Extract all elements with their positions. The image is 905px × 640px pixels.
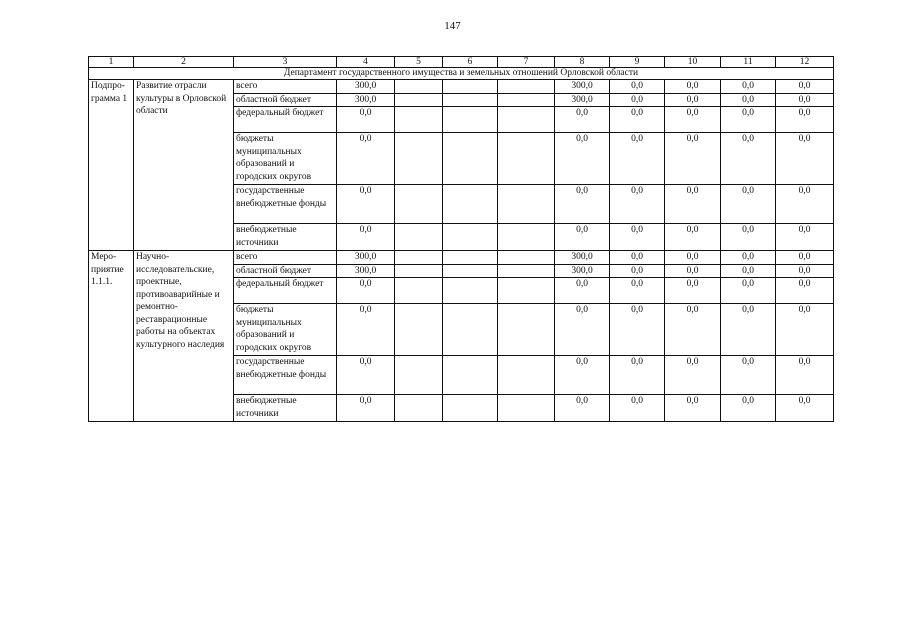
value-cell-c12: 0,0 bbox=[776, 80, 834, 94]
value-cell-c6 bbox=[443, 264, 498, 278]
value-cell-c6 bbox=[443, 356, 498, 395]
value-cell-c11: 0,0 bbox=[721, 356, 776, 395]
value-cell-c5 bbox=[395, 133, 443, 185]
program-name: Научно-исследовательские, проектные, противоаварийные и ремонтно-реставрационные работы на объектах культурного наследия bbox=[134, 251, 234, 422]
funding-source: федеральный бюджет bbox=[234, 278, 337, 304]
value-cell-c11: 0,0 bbox=[721, 185, 776, 224]
value-cell-c8: 300,0 bbox=[555, 251, 610, 265]
value-cell-c7 bbox=[498, 304, 555, 356]
column-header: 3 bbox=[234, 57, 337, 68]
value-cell-c11: 0,0 bbox=[721, 251, 776, 265]
value-cell-c10: 0,0 bbox=[665, 93, 721, 107]
value-cell-c10: 0,0 bbox=[665, 251, 721, 265]
value-cell-c8: 0,0 bbox=[555, 107, 610, 133]
value-cell-c5 bbox=[395, 264, 443, 278]
funding-source: внебюджетные источники bbox=[234, 224, 337, 251]
value-cell-c7 bbox=[498, 251, 555, 265]
value-cell-c4: 0,0 bbox=[337, 224, 395, 251]
value-cell-c6 bbox=[443, 93, 498, 107]
funding-source: всего bbox=[234, 80, 337, 94]
funding-source: государственные внебюджетные фонды bbox=[234, 185, 337, 224]
column-header: 5 bbox=[395, 57, 443, 68]
program-name: Развитие отрасли культуры в Орловской области bbox=[134, 80, 234, 251]
column-header: 9 bbox=[610, 57, 665, 68]
page-number: 147 bbox=[444, 20, 461, 32]
value-cell-c10: 0,0 bbox=[665, 395, 721, 422]
table-row bbox=[89, 80, 834, 94]
value-cell-c4: 0,0 bbox=[337, 133, 395, 185]
funding-source: всего bbox=[234, 251, 337, 265]
department-title: Департамент государственного имущества и земельных отношений Орловской области bbox=[89, 68, 834, 80]
value-cell-c4: 0,0 bbox=[337, 395, 395, 422]
value-cell-c11: 0,0 bbox=[721, 133, 776, 185]
value-cell-c9: 0,0 bbox=[610, 185, 665, 224]
value-cell-c8: 300,0 bbox=[555, 93, 610, 107]
value-cell-c8: 300,0 bbox=[555, 80, 610, 94]
value-cell-c6 bbox=[443, 278, 498, 304]
value-cell-c9: 0,0 bbox=[610, 93, 665, 107]
value-cell-c12: 0,0 bbox=[776, 224, 834, 251]
value-cell-c4: 0,0 bbox=[337, 107, 395, 133]
program-code: Подпро-грамма 1 bbox=[89, 80, 134, 251]
column-header: 1 bbox=[89, 57, 134, 68]
value-cell-c11: 0,0 bbox=[721, 80, 776, 94]
column-header: 2 bbox=[134, 57, 234, 68]
value-cell-c4: 0,0 bbox=[337, 278, 395, 304]
column-header: 8 bbox=[555, 57, 610, 68]
column-header: 4 bbox=[337, 57, 395, 68]
value-cell-c8: 0,0 bbox=[555, 133, 610, 185]
value-cell-c7 bbox=[498, 80, 555, 94]
value-cell-c6 bbox=[443, 395, 498, 422]
value-cell-c7 bbox=[498, 224, 555, 251]
value-cell-c8: 300,0 bbox=[555, 264, 610, 278]
value-cell-c7 bbox=[498, 356, 555, 395]
value-cell-c7 bbox=[498, 264, 555, 278]
value-cell-c9: 0,0 bbox=[610, 107, 665, 133]
value-cell-c5 bbox=[395, 304, 443, 356]
value-cell-c4: 300,0 bbox=[337, 80, 395, 94]
value-cell-c8: 0,0 bbox=[555, 304, 610, 356]
value-cell-c8: 0,0 bbox=[555, 224, 610, 251]
value-cell-c9: 0,0 bbox=[610, 395, 665, 422]
value-cell-c11: 0,0 bbox=[721, 395, 776, 422]
funding-source: областной бюджет bbox=[234, 264, 337, 278]
value-cell-c9: 0,0 bbox=[610, 224, 665, 251]
program-code: Меро-приятие 1.1.1. bbox=[89, 251, 134, 422]
value-cell-c8: 0,0 bbox=[555, 185, 610, 224]
department-row bbox=[89, 68, 834, 80]
value-cell-c6 bbox=[443, 80, 498, 94]
value-cell-c5 bbox=[395, 224, 443, 251]
value-cell-c5 bbox=[395, 93, 443, 107]
value-cell-c6 bbox=[443, 133, 498, 185]
value-cell-c12: 0,0 bbox=[776, 356, 834, 395]
value-cell-c5 bbox=[395, 356, 443, 395]
value-cell-c12: 0,0 bbox=[776, 107, 834, 133]
funding-source: внебюджетные источники bbox=[234, 395, 337, 422]
column-header: 12 bbox=[776, 57, 834, 68]
value-cell-c8: 0,0 bbox=[555, 278, 610, 304]
value-cell-c11: 0,0 bbox=[721, 278, 776, 304]
column-header: 6 bbox=[443, 57, 498, 68]
value-cell-c9: 0,0 bbox=[610, 304, 665, 356]
value-cell-c5 bbox=[395, 251, 443, 265]
value-cell-c4: 0,0 bbox=[337, 304, 395, 356]
value-cell-c12: 0,0 bbox=[776, 133, 834, 185]
value-cell-c4: 300,0 bbox=[337, 251, 395, 265]
value-cell-c4: 300,0 bbox=[337, 93, 395, 107]
value-cell-c12: 0,0 bbox=[776, 278, 834, 304]
funding-source: бюджеты муниципальных образований и городских округов bbox=[234, 133, 337, 185]
value-cell-c10: 0,0 bbox=[665, 224, 721, 251]
value-cell-c10: 0,0 bbox=[665, 185, 721, 224]
value-cell-c9: 0,0 bbox=[610, 264, 665, 278]
value-cell-c6 bbox=[443, 224, 498, 251]
column-header: 7 bbox=[498, 57, 555, 68]
value-cell-c4: 0,0 bbox=[337, 185, 395, 224]
value-cell-c5 bbox=[395, 185, 443, 224]
value-cell-c10: 0,0 bbox=[665, 133, 721, 185]
value-cell-c11: 0,0 bbox=[721, 93, 776, 107]
value-cell-c7 bbox=[498, 185, 555, 224]
funding-source: государственные внебюджетные фонды bbox=[234, 356, 337, 395]
column-number-row bbox=[89, 57, 834, 68]
value-cell-c11: 0,0 bbox=[721, 224, 776, 251]
value-cell-c5 bbox=[395, 80, 443, 94]
value-cell-c6 bbox=[443, 251, 498, 265]
value-cell-c12: 0,0 bbox=[776, 395, 834, 422]
value-cell-c7 bbox=[498, 395, 555, 422]
value-cell-c5 bbox=[395, 278, 443, 304]
value-cell-c9: 0,0 bbox=[610, 80, 665, 94]
funding-source: областной бюджет bbox=[234, 93, 337, 107]
value-cell-c11: 0,0 bbox=[721, 264, 776, 278]
value-cell-c7 bbox=[498, 133, 555, 185]
table-row bbox=[89, 251, 834, 265]
value-cell-c4: 300,0 bbox=[337, 264, 395, 278]
budget-table bbox=[88, 56, 834, 422]
value-cell-c9: 0,0 bbox=[610, 278, 665, 304]
funding-source: бюджеты муниципальных образований и городских округов bbox=[234, 304, 337, 356]
value-cell-c8: 0,0 bbox=[555, 395, 610, 422]
value-cell-c7 bbox=[498, 278, 555, 304]
value-cell-c12: 0,0 bbox=[776, 264, 834, 278]
value-cell-c10: 0,0 bbox=[665, 304, 721, 356]
value-cell-c10: 0,0 bbox=[665, 107, 721, 133]
value-cell-c10: 0,0 bbox=[665, 278, 721, 304]
value-cell-c6 bbox=[443, 107, 498, 133]
funding-source: федеральный бюджет bbox=[234, 107, 337, 133]
value-cell-c6 bbox=[443, 304, 498, 356]
value-cell-c5 bbox=[395, 107, 443, 133]
value-cell-c5 bbox=[395, 395, 443, 422]
value-cell-c9: 0,0 bbox=[610, 251, 665, 265]
value-cell-c12: 0,0 bbox=[776, 251, 834, 265]
value-cell-c12: 0,0 bbox=[776, 304, 834, 356]
value-cell-c11: 0,0 bbox=[721, 304, 776, 356]
value-cell-c7 bbox=[498, 93, 555, 107]
value-cell-c10: 0,0 bbox=[665, 356, 721, 395]
value-cell-c9: 0,0 bbox=[610, 356, 665, 395]
value-cell-c12: 0,0 bbox=[776, 185, 834, 224]
column-header: 10 bbox=[665, 57, 721, 68]
value-cell-c9: 0,0 bbox=[610, 133, 665, 185]
groups-body bbox=[89, 80, 834, 422]
column-header: 11 bbox=[721, 57, 776, 68]
value-cell-c6 bbox=[443, 185, 498, 224]
value-cell-c4: 0,0 bbox=[337, 356, 395, 395]
value-cell-c8: 0,0 bbox=[555, 356, 610, 395]
value-cell-c12: 0,0 bbox=[776, 93, 834, 107]
value-cell-c10: 0,0 bbox=[665, 80, 721, 94]
value-cell-c10: 0,0 bbox=[665, 264, 721, 278]
value-cell-c11: 0,0 bbox=[721, 107, 776, 133]
value-cell-c7 bbox=[498, 107, 555, 133]
